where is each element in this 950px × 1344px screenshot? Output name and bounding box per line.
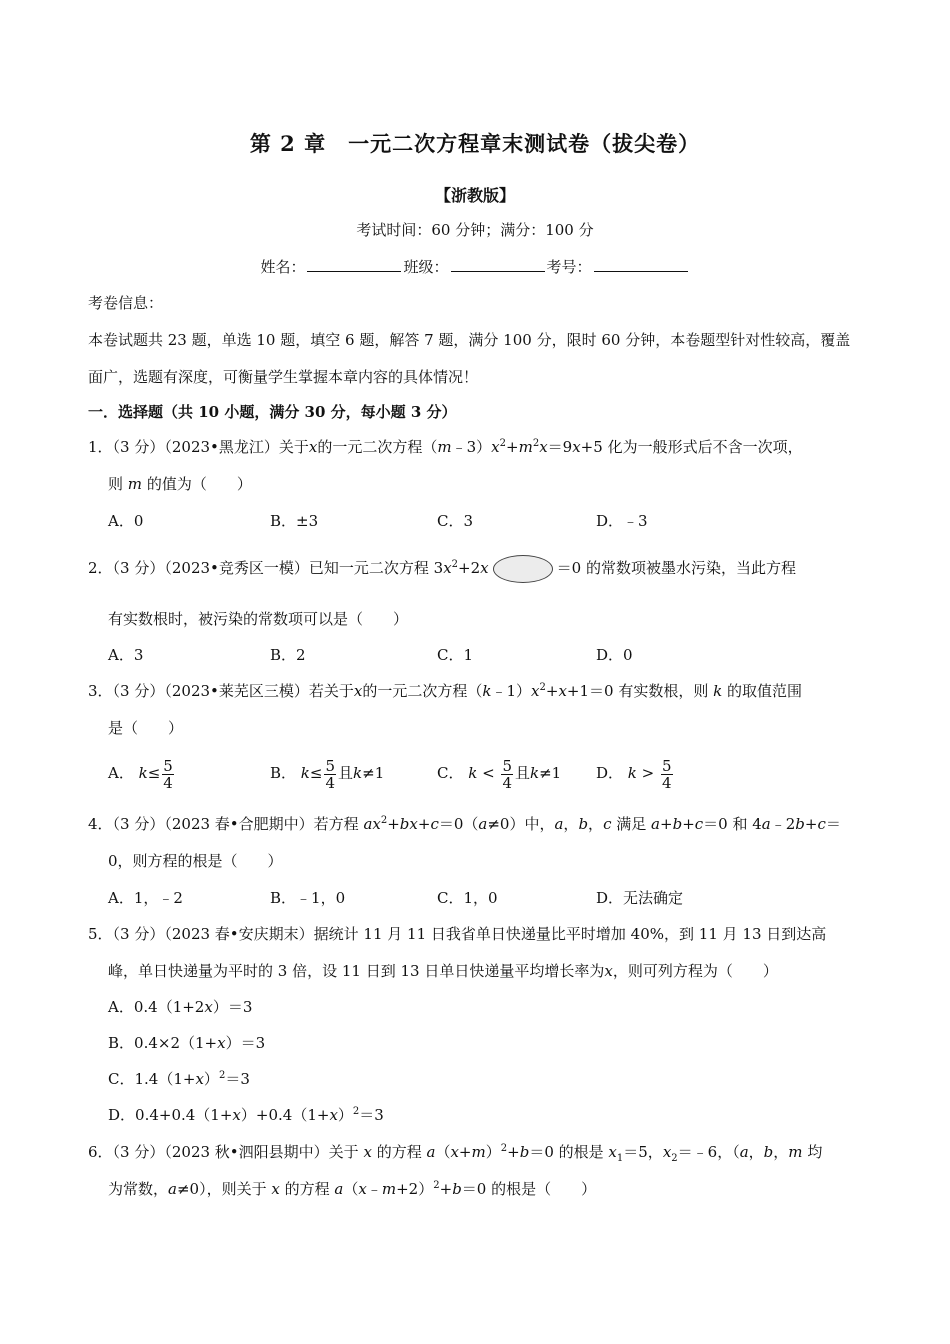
q6-text-c: 的根是 <box>558 1143 604 1161</box>
fraction <box>324 758 336 791</box>
q2-text-a: （3 分）（2023•竞秀区一模）已知一元二次方程 3 <box>112 559 444 577</box>
q2-line-1: 2．（3 分）（2023•竞秀区一模）已知一元二次方程 $3x^2+2x =0$ 的常数项被墨水污染，当此方程 <box>88 552 796 583</box>
q2-option-d[interactable]: D．0 <box>596 646 633 664</box>
q3-option-b-label: B． <box>270 764 297 782</box>
neq-text: ≠1 <box>539 764 562 782</box>
name-blank[interactable] <box>307 257 401 272</box>
q5-option-a[interactable]: A．0.4（1+2x）＝3 <box>108 998 253 1016</box>
q6-text-d: ＝5， <box>623 1143 663 1161</box>
q5-option-a-text: A．0.4（1+2 <box>108 998 205 1016</box>
info-label: 考卷信息： <box>88 294 164 312</box>
fraction-denominator: 4 <box>662 773 672 792</box>
ink-blot-icon <box>493 555 553 583</box>
q6-text-f: 均 <box>807 1143 823 1161</box>
q3-text-c: ﹣1） <box>491 682 532 700</box>
q1-text-e: 则 <box>108 475 124 493</box>
q1-text-a: （3 分）（2023•黑龙江）关于 <box>112 438 309 456</box>
fraction-numerator: 5 <box>662 756 672 775</box>
q5-option-b-text: B．0.4×2（1+ <box>108 1034 218 1052</box>
q1-text-c: ﹣3） <box>451 438 492 456</box>
fraction <box>501 758 513 791</box>
q4-number: 4． <box>88 815 113 833</box>
q4-line-2: 0，则方程的根是（ ） <box>108 852 283 870</box>
q3-text-e: 的取值范围 <box>727 682 803 700</box>
and-text: 且 <box>515 764 531 782</box>
q5-text-a: （3 分）（2023 春•安庆期末）据统计 11 月 11 日我省单日快递量比平时增加 40%，到 11 月 13 日到达高 <box>112 925 827 943</box>
q5-number: 5． <box>88 925 113 943</box>
q5-line-2: 峰，单日快递量为平时的 3 倍，设 11 日到 13 日单日快递量平均增长率为x，则可列方程为（ ） <box>108 962 778 980</box>
edition-label: 【浙教版】 <box>434 186 515 205</box>
q3-option-d[interactable]: D． k > $\frac{5}{4}$ <box>596 756 672 792</box>
q6-text-h: ≠0），则关于 <box>176 1180 267 1198</box>
info-line-1: 本卷试题共 23 题，单选 10 题，填空 6 题，解答 7 题，满分 100 分，限时 60 分钟，本卷题型针对性较高，覆盖 <box>88 331 851 349</box>
q6-text-a: （3 分）（2023 秋•泗阳县期中）关于 <box>112 1143 359 1161</box>
q6-text-i: 的方程 <box>284 1180 330 1198</box>
q1-option-a[interactable]: A．0 <box>108 512 144 530</box>
q2-option-a[interactable]: A．3 <box>108 646 144 664</box>
number-blank[interactable] <box>594 257 688 272</box>
q4-text-b: ＝0（ <box>438 815 479 833</box>
section-heading: 一．选择题（共 10 小题，满分 30 分，每小题 3 分） <box>88 403 457 421</box>
q6-text-b: 的方程 <box>376 1143 422 1161</box>
q4-line-1: 4．（3 分）（2023 春•合肥期中）若方程 $ax^2+bx+c=0(a\ne 0)$中，a，b，c 满足 a+b+c＝0 和 4a﹣2b+c＝ <box>88 815 841 833</box>
fraction <box>162 758 174 791</box>
q3-line-1: 3．（3 分）（2023•莱芜区三模）若关于x的一元二次方程$(k﹣1)x^2+x+1=0$ 有实数根，则 k 的取值范围 <box>88 682 803 700</box>
q3-option-c-label: C． <box>437 764 464 782</box>
q6-number: 6． <box>88 1143 113 1161</box>
q2-text-b: ＝0 的常数项被墨水污染，当此方程 <box>556 559 796 577</box>
q3-option-b[interactable]: B． k≤ $\frac{5}{4}$ 且k≠1 <box>270 756 385 792</box>
number-label: 考号： <box>546 258 592 276</box>
q4-text-f: ﹣2 <box>770 815 796 833</box>
q3-text-a: （3 分）（2023•莱芜区三模）若关于 <box>112 682 354 700</box>
fraction-numerator: 5 <box>325 756 336 775</box>
q1-option-d[interactable]: D．﹣3 <box>596 512 648 530</box>
q5-line-1 <box>88 923 826 944</box>
q4-text-e: ＝0 和 4 <box>703 815 762 833</box>
q3-text-b: 的一元二次方程（ <box>362 682 483 700</box>
class-blank[interactable] <box>451 257 545 272</box>
q1-number: 1． <box>88 438 113 456</box>
q5-option-c[interactable]: C．$1.4(1+x)^2=3$ <box>108 1070 250 1088</box>
q1-text-f: 的值为（ ） <box>146 475 252 493</box>
q5-option-d-text: D．0.4+0.4（1+ <box>108 1106 233 1124</box>
fraction <box>661 758 673 791</box>
q3-option-a[interactable]: A． k≤ $\frac{5}{4}$ <box>108 756 173 792</box>
q5-text-c: ，则可列方程为（ ） <box>612 962 778 980</box>
q5-option-b[interactable]: B．0.4×2（1+x）＝3 <box>108 1034 266 1052</box>
q4-text-d: 满足 <box>616 815 647 833</box>
q3-option-c[interactable]: C． k < $\frac{5}{4}$ 且k≠1 <box>437 756 562 792</box>
q1-option-c[interactable]: C．3 <box>437 512 474 530</box>
and-text: 且 <box>338 764 354 782</box>
q6-text-j: 的根是（ ） <box>491 1180 597 1198</box>
q3-number: 3． <box>88 682 113 700</box>
fraction-denominator: 4 <box>163 773 173 792</box>
q6-line-1: 6．（3 分）（2023 秋•泗阳县期中）关于 x 的方程 $a(x+m)^2+b=0$ 的根是 $x_1=5$，$x_2=﹣6$，（a，b，m 均 <box>88 1143 823 1164</box>
q3-line-2: 是（ ） <box>108 719 184 737</box>
q4-option-c[interactable]: C．1，0 <box>437 889 498 907</box>
q3-option-a-label: A． <box>108 764 134 782</box>
q5-option-d[interactable]: D．$0.4+0.4(1+x)+0.4(1+x)^2=3$ <box>108 1106 384 1124</box>
page-title: 第 2 章 一元二次方程章末测试卷（拔尖卷） <box>249 131 701 156</box>
q5-option-c-text: C．1.4（1+ <box>108 1070 196 1088</box>
q2-line-2: 有实数根时，被污染的常数项可以是（ ） <box>108 610 409 628</box>
q6-text-g: 为常数， <box>108 1180 169 1198</box>
q4-text-g: ＝ <box>825 815 841 833</box>
q4-text-a: （3 分）（2023 春•合肥期中）若方程 <box>112 815 359 833</box>
q1-text-d: 化为一般形式后不含一次项， <box>607 438 803 456</box>
class-label: 班级： <box>403 258 449 276</box>
q3-text-d: ＝0 有实数根，则 <box>589 682 709 700</box>
exam-time: 考试时间：60 分钟；满分：100 分 <box>356 221 594 239</box>
info-line-2: 面广，选题有深度，可衡量学生掌握本章内容的具体情况！ <box>88 368 479 386</box>
q3-option-d-label: D． <box>596 764 624 782</box>
q2-option-c[interactable]: C．1 <box>437 646 474 664</box>
q2-option-b[interactable]: B．2 <box>270 646 306 664</box>
q4-text-c: ≠0）中， <box>487 815 555 833</box>
name-label: 姓名： <box>260 258 306 276</box>
fraction-numerator: 5 <box>163 756 173 775</box>
q1-text-b: 的一元二次方程（ <box>317 438 438 456</box>
student-fields <box>0 256 950 277</box>
q5-text-b: 峰，单日快递量为平时的 3 倍，设 11 日到 13 日单日快递量平均增长率为 <box>108 962 605 980</box>
fraction-denominator: 4 <box>502 773 512 792</box>
q2-number: 2． <box>88 559 113 577</box>
q1-option-b[interactable]: B．±3 <box>270 512 319 530</box>
q6-text-e: ＝﹣6，（ <box>677 1143 740 1161</box>
q1-line-1: 1．（3 分）（2023•黑龙江）关于x的一元二次方程$(m﹣3)x^2+m^2x=9x+5$ 化为一般形式后不含一次项， <box>88 438 803 456</box>
q4-option-d[interactable]: D．无法确定 <box>596 889 684 907</box>
fraction-denominator: 4 <box>325 773 336 792</box>
q1-line-2: 则 m 的值为（ ） <box>108 475 252 493</box>
neq-text: ≠1 <box>362 764 385 782</box>
q4-option-a[interactable]: A．1，﹣2 <box>108 889 183 907</box>
q6-line-2: 为常数，a≠0），则关于 x 的方程 a（x﹣m+2）$^2$+b＝0 的根是（ ） <box>108 1180 597 1198</box>
q4-option-b[interactable]: B．﹣1，0 <box>270 889 346 907</box>
fraction-numerator: 5 <box>502 756 512 775</box>
